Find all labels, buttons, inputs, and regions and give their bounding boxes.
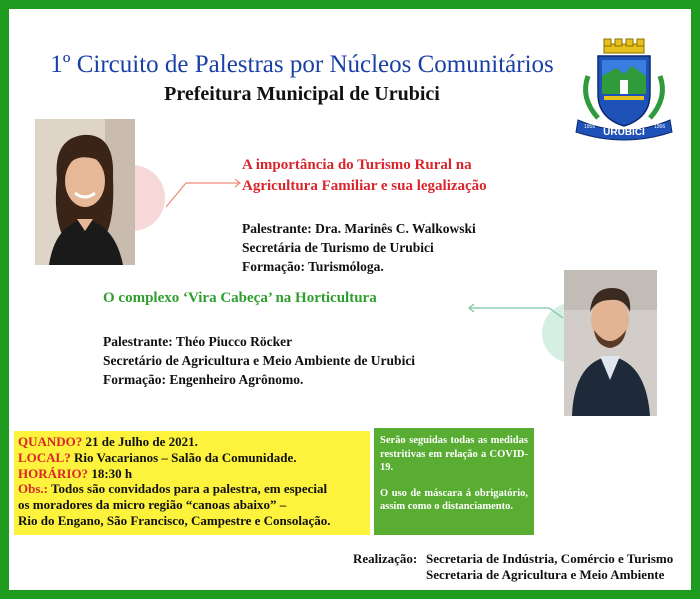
svg-text:URUBICI: URUBICI xyxy=(603,127,645,138)
when-value: 21 de Julho de 2021. xyxy=(82,434,198,449)
talk2-title: O complexo ‘Vira Cabeça’ na Horticultura xyxy=(103,290,377,306)
event-time xyxy=(18,466,366,482)
talk1-education: Formação: Turismóloga. xyxy=(242,259,384,274)
talk1-role: Secretária de Turismo de Urubici xyxy=(242,240,434,255)
arrow-left-icon xyxy=(465,302,565,320)
flyer xyxy=(9,9,691,590)
where-value: Rio Vacarianos – Salão da Comunidade. xyxy=(70,449,297,465)
obs-line3: Rio do Engano, São Francisco, Campestre e Consolação. xyxy=(18,512,331,528)
where-label: LOCAL? xyxy=(18,449,71,465)
talk2-speaker: Palestrante: Théo Piucco Röcker xyxy=(103,334,293,349)
footer-org2: Secretaria de Agricultura e Meio Ambiente xyxy=(426,567,665,582)
time-label: HORÁRIO? xyxy=(18,465,89,481)
talk2-speaker-info xyxy=(103,332,415,389)
event-when xyxy=(18,434,366,450)
footer-label: Realização: xyxy=(353,551,418,566)
event-details-box xyxy=(14,431,370,535)
event-where xyxy=(18,450,366,466)
covid-notice-mask: O uso de máscara á obrigatório, assim como o distanciamento. xyxy=(380,487,528,512)
urubici-crest-logo xyxy=(570,36,678,144)
speaker-photo-rocker xyxy=(564,270,657,416)
svg-text:1956: 1956 xyxy=(654,124,666,130)
talk1-title-line1: A importância do Turismo Rural na xyxy=(242,157,472,173)
covid-notice-box xyxy=(374,428,534,535)
arrow-right-icon xyxy=(164,179,244,209)
event-obs xyxy=(18,481,366,497)
page-title: 1º Circuito de Palestras por Núcleos Comunitários xyxy=(50,51,554,78)
obs-line2: os moradores da micro região “canoas abaixo” – xyxy=(18,497,287,513)
svg-text:1956: 1956 xyxy=(584,124,596,130)
talk2-education: Formação: Engenheiro Agrônomo. xyxy=(103,372,304,387)
footer-org1: Secretaria de Indústria, Comércio e Turismo xyxy=(426,551,674,566)
talk1-title xyxy=(242,155,562,197)
speaker-photo-walkowski xyxy=(35,119,135,265)
obs-line1: Todos são convidados para a palestra, em especial xyxy=(47,481,328,497)
page-subtitle: Prefeitura Municipal de Urubici xyxy=(164,83,440,105)
covid-notice-measures: Serão seguidas todas as medidas restritivas em relação a COVID-19. xyxy=(380,435,528,473)
when-label: QUANDO? xyxy=(18,434,83,449)
talk1-speaker-info xyxy=(242,219,476,276)
crown-icon xyxy=(604,39,644,53)
talk1-title-line2: Agricultura Familiar e sua legalização xyxy=(242,178,487,194)
talk2-role: Secretário de Agricultura e Meio Ambiente de Urubici xyxy=(103,353,416,368)
obs-label: Obs.: xyxy=(18,481,48,497)
talk1-speaker: Palestrante: Dra. Marinês C. Walkowski xyxy=(242,221,476,236)
time-value: 18:30 h xyxy=(88,465,133,481)
